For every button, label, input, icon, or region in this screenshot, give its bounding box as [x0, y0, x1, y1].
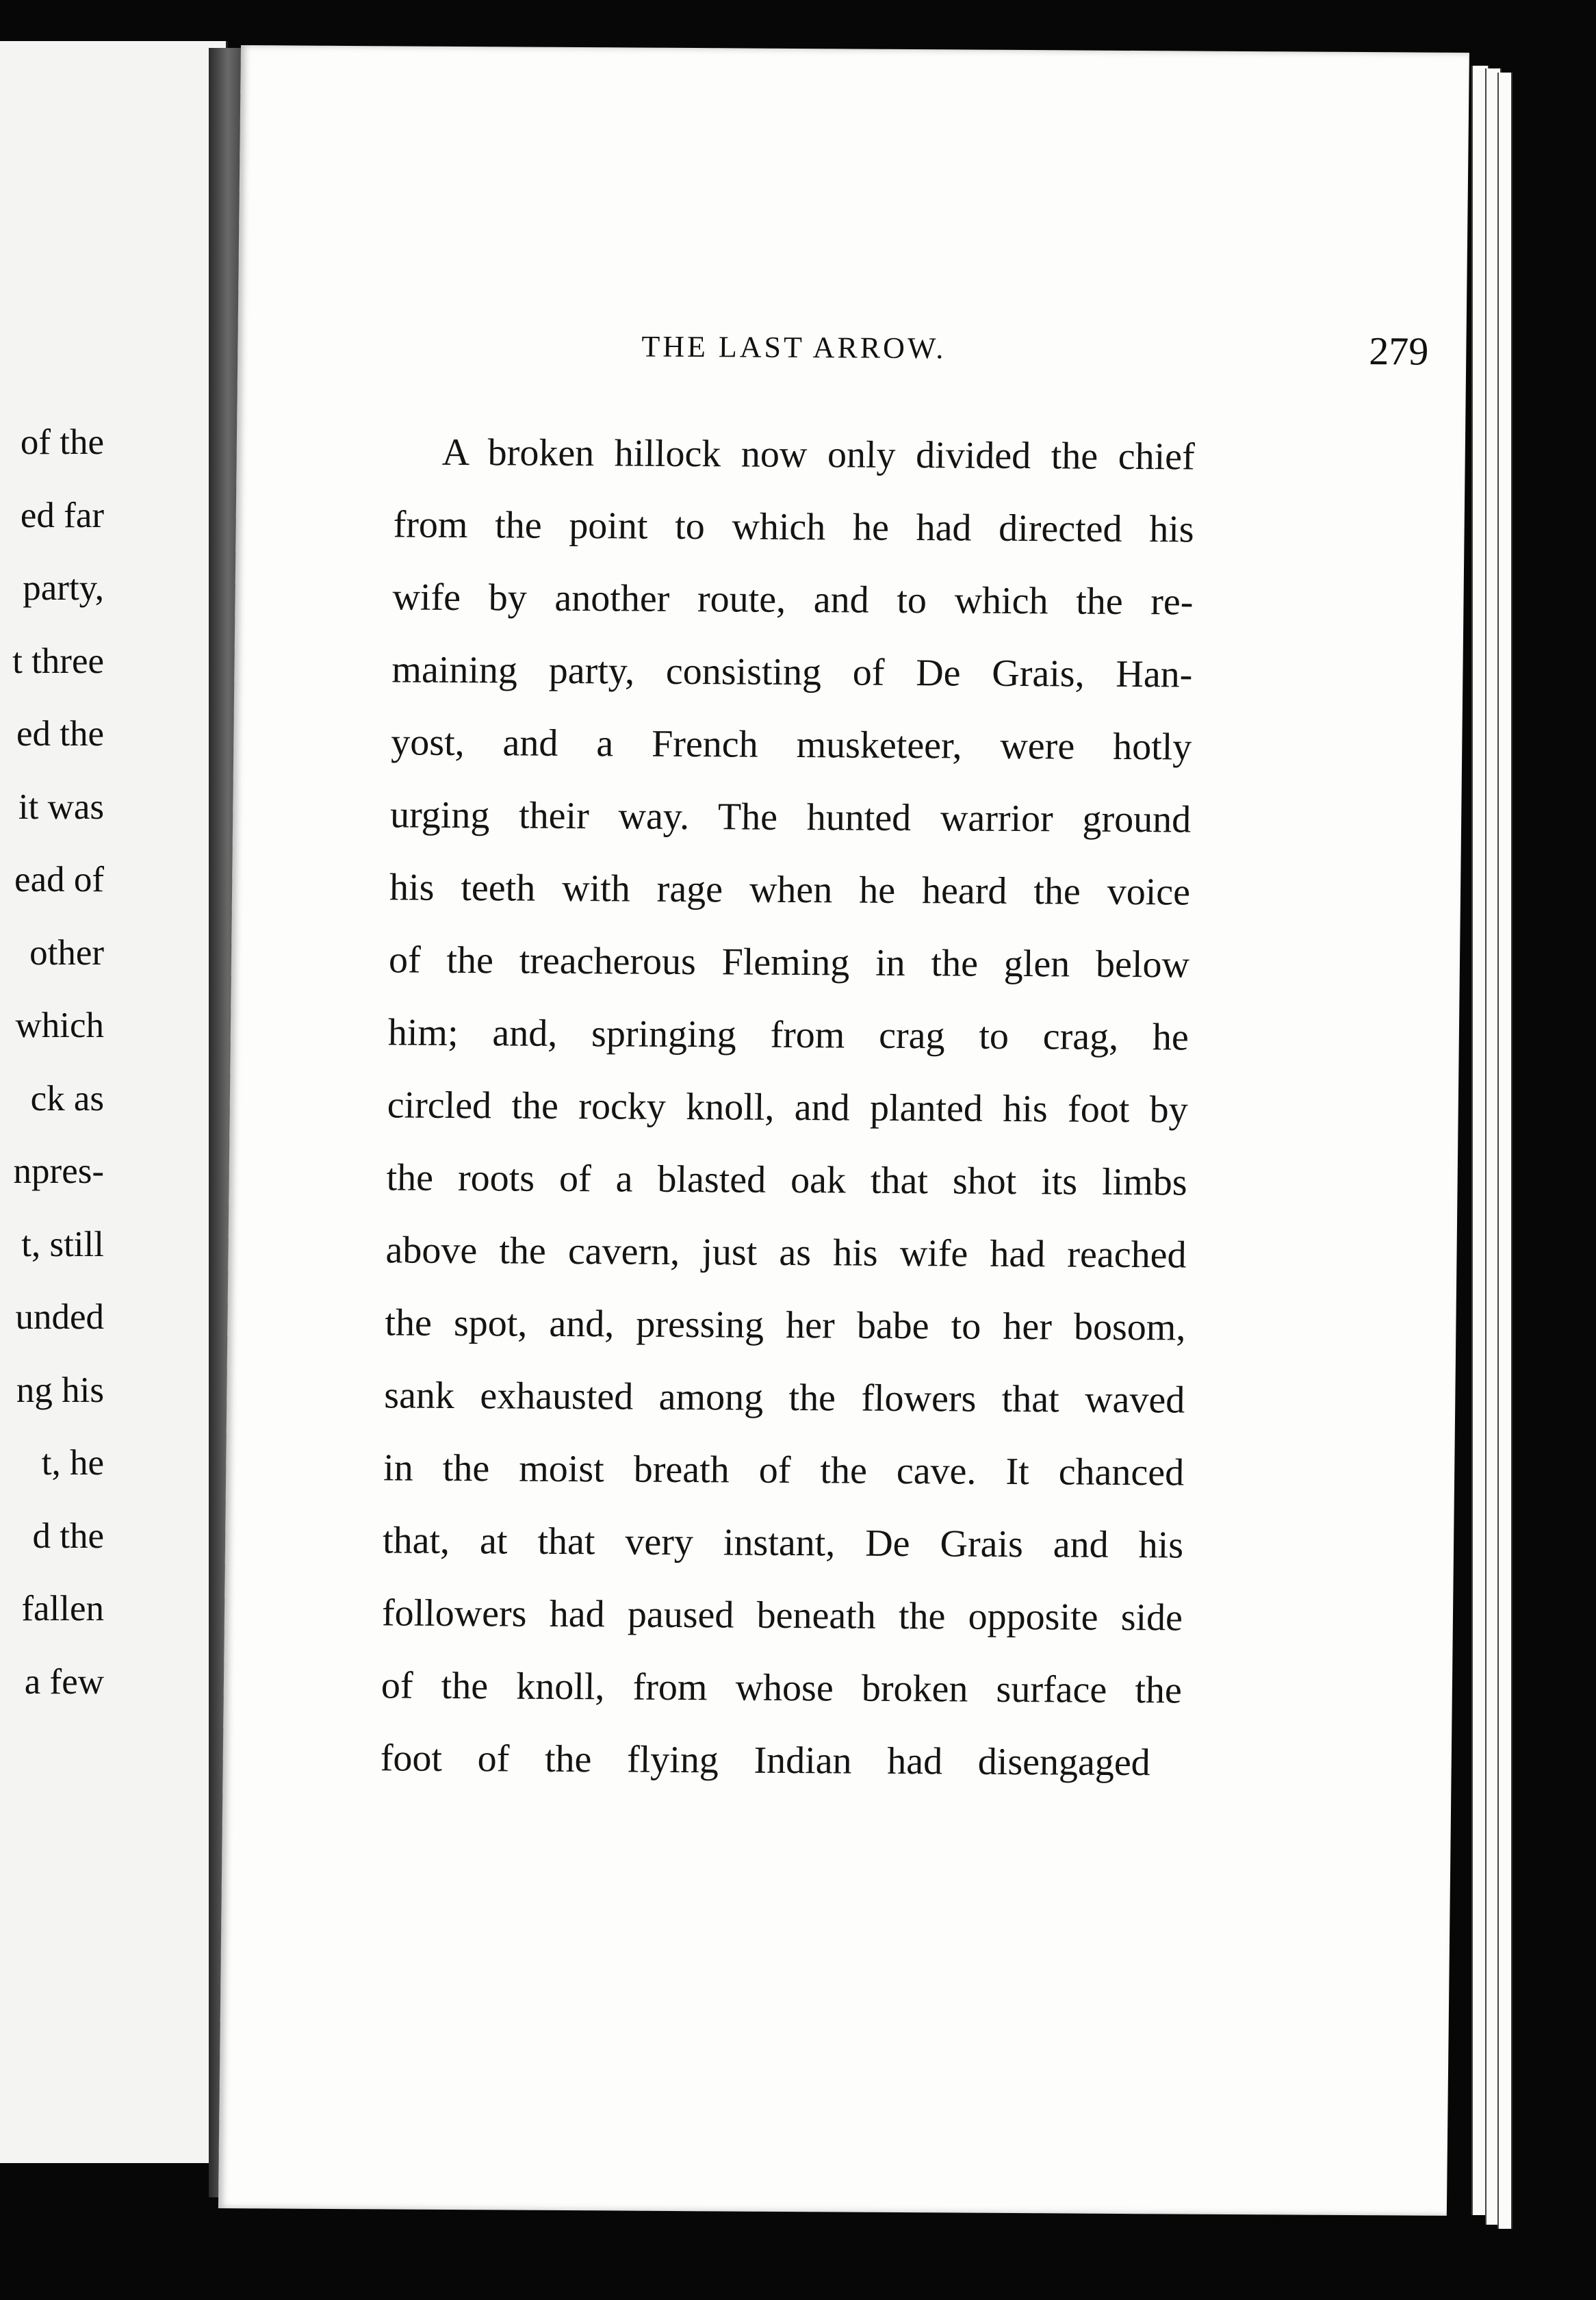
text-line: in the moist breath of the cave. It chanced: [383, 1446, 1185, 1494]
text-line: of the knoll, from whose broken surface the: [381, 1664, 1183, 1712]
left-page: [0, 41, 228, 2163]
left-page-line-fragment: t three: [12, 641, 104, 681]
left-page-line-fragment: t, he: [41, 1443, 104, 1483]
left-page-line-fragment: party,: [23, 568, 104, 608]
left-page-line-fragment: fallen: [21, 1589, 104, 1628]
left-page-line-fragment: ck as: [30, 1078, 104, 1119]
left-page-line-fragment: of the: [20, 422, 104, 462]
left-page-line-fragment: other: [29, 932, 104, 973]
text-line: above the cavern, just as his wife had reached: [385, 1229, 1187, 1277]
text-line: that, at that very instant, De Grais and his: [382, 1519, 1184, 1567]
left-page-line-fragment: unded: [15, 1297, 104, 1337]
text-line: of the treacherous Fleming in the glen below: [388, 938, 1190, 986]
text-line: maining party, consisting of De Grais, Han-: [391, 648, 1193, 696]
running-title: THE LAST ARROW.: [641, 329, 947, 366]
left-page-line-fragment: d the: [32, 1516, 104, 1556]
left-page-line-fragment: npres-: [13, 1151, 104, 1191]
left-page-line-fragment: a few: [24, 1661, 104, 1702]
text-line: from the point to which he had directed his: [393, 503, 1194, 551]
text-line: circled the rocky knoll, and planted his foot by: [387, 1084, 1189, 1132]
text-line: the spot, and, pressing her babe to her bosom,: [385, 1301, 1186, 1349]
text-line: foot of the flying Indian had disengaged: [380, 1737, 1151, 1785]
text-line: his teeth with rage when he heard the voice: [389, 866, 1191, 914]
text-line: him; and, springing from crag to crag, he: [387, 1011, 1189, 1059]
text-line: followers had paused beneath the opposite side: [381, 1592, 1183, 1639]
text-line: yost, and a French musketeer, were hotly: [391, 721, 1192, 769]
left-page-line-fragment: ng his: [16, 1370, 104, 1410]
left-page-line-fragment: it was: [18, 787, 104, 827]
text-line: sank exhausted among the flowers that waved: [384, 1374, 1185, 1422]
text-line: the roots of a blasted oak that shot its limbs: [386, 1156, 1187, 1204]
text-line: urging their way. The hunted warrior ground: [389, 793, 1192, 841]
page-edge: [1497, 73, 1513, 2229]
running-head: [641, 324, 1429, 383]
left-page-line-fragment: which: [15, 1006, 104, 1045]
text-line: A broken hillock now only divided the chief: [441, 431, 1196, 478]
page-number: 279: [1369, 329, 1429, 374]
text-line: wife by another route, and to which the re-: [392, 576, 1194, 624]
left-page-line-fragment: t, still: [21, 1224, 104, 1264]
right-page: [218, 45, 1469, 2216]
body-text: [380, 416, 1195, 1799]
left-page-line-fragment: ed the: [16, 714, 104, 754]
left-page-line-fragment: ed far: [20, 495, 104, 535]
left-page-line-fragment: ead of: [14, 860, 104, 899]
